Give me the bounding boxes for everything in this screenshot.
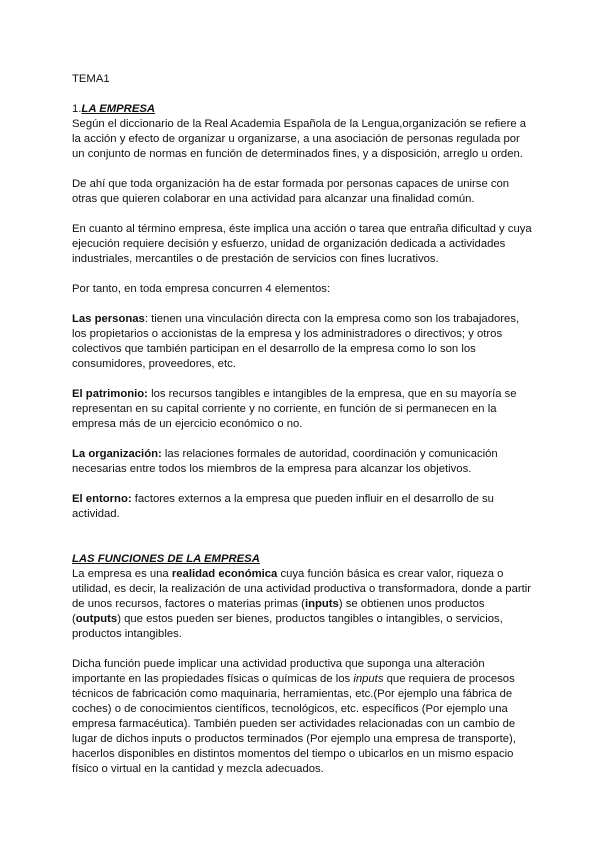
element-text: las relaciones formales de autoridad, coordinación y comunicación necesarias entre todos los miembros de la empresa para alcanzar los objetivos. xyxy=(72,448,498,475)
element-personas xyxy=(72,312,534,372)
section1-heading xyxy=(72,102,534,117)
section2-paragraph-1 xyxy=(72,567,534,642)
text-run: Dicha función puede implicar una actividad productiva que suponga una alteración importante en las propiedades físicas o químicas de los xyxy=(72,658,485,685)
element-entorno xyxy=(72,492,534,522)
text-run: cuya función básica es crear valor, riqueza o utilidad, es decir, la realización de una actividad productiva o transformadora, donde a partir de unos recursos, factores o materias primas ( xyxy=(72,568,532,610)
bold-term: outputs xyxy=(75,613,118,625)
element-term: La organización: xyxy=(72,448,162,460)
bold-term: inputs xyxy=(304,598,339,610)
text-run: La empresa es una xyxy=(72,568,172,580)
element-patrimonio xyxy=(72,387,534,432)
section1-number: 1. xyxy=(72,103,82,115)
text-run: que requiera de procesos técnicos de fabricación como maquinaria, herramientas, etc.(Por ejemplo una fábrica de coches) o de conocimientos científicos, tecnológicos, etc. específicos (Por ejemplo una empresa farmacéutica). También pueden ser actividades relacionadas con un cambio de lugar de dichos inputs o productos terminados (Por ejemplo una empresa de transporte), hacerlos disponibles en distintos momentos del tiempo o ubicarlos en un mismo espacio físico o virtual en la cantidad y mezcla adecuados. xyxy=(72,673,516,775)
element-term: Las personas xyxy=(72,313,145,325)
element-text: : tienen una vinculación directa con la empresa como son los trabajadores, los propietarios o accionistas de la empresa y los administradores o directivos; y otros colectivos que también participan en el desarrollo de la empresa como lo son los consumidores, proveedores, etc. xyxy=(72,313,520,370)
element-text: factores externos a la empresa que pueden influir en el desarrollo de su actividad. xyxy=(72,493,494,520)
doc-title: TEMA1 xyxy=(72,73,110,85)
section2-heading xyxy=(72,552,534,567)
section1-paragraph-4: Por tanto, en toda empresa concurren 4 elementos: xyxy=(72,283,331,295)
bold-term: realidad económica xyxy=(171,568,278,580)
element-term: El patrimonio: xyxy=(72,388,148,400)
element-term: El entorno: xyxy=(72,493,132,505)
section2-paragraph-2 xyxy=(72,657,534,777)
section2-title: LAS FUNCIONES DE LA EMPRESA xyxy=(72,553,260,565)
section1-paragraph-3: En cuanto al término empresa, éste implica una acción o tarea que entraña dificultad y cuya ejecución requiere decisión y esfuerzo, unidad de organización dedicada a actividades industriales, mercantiles o de prestación de servicios con fines lucrativos. xyxy=(72,223,532,265)
text-run: ) que estos pueden ser bienes, productos tangibles o intangibles, o servicios, productos intangibles. xyxy=(72,613,503,640)
document-body xyxy=(72,72,534,777)
section1-paragraph-2: De ahí que toda organización ha de estar formada por personas capaces de unirse con otras que quieren colaborar en una actividad para alcanzar una finalidad común. xyxy=(72,178,510,205)
element-text: los recursos tangibles e intangibles de la empresa, que en su mayoría se representan en su capital corriente y no corriente, en función de si permanecen en la empresa más de un ejercicio económico o no. xyxy=(72,388,517,430)
italic-term: inputs xyxy=(353,673,384,685)
text-run: ) se obtienen unos productos ( xyxy=(72,598,485,625)
section1-paragraph-1: Según el diccionario de la Real Academia Española de la Lengua,organización se refiere a la acción y efecto de organizar u organizarse, a una asociación de personas regulada por un conjunto de normas en función de determinados fines, y a disposición, arreglo u orden. xyxy=(72,118,527,160)
element-organizacion xyxy=(72,447,534,477)
section1-title: LA EMPRESA xyxy=(81,103,156,115)
